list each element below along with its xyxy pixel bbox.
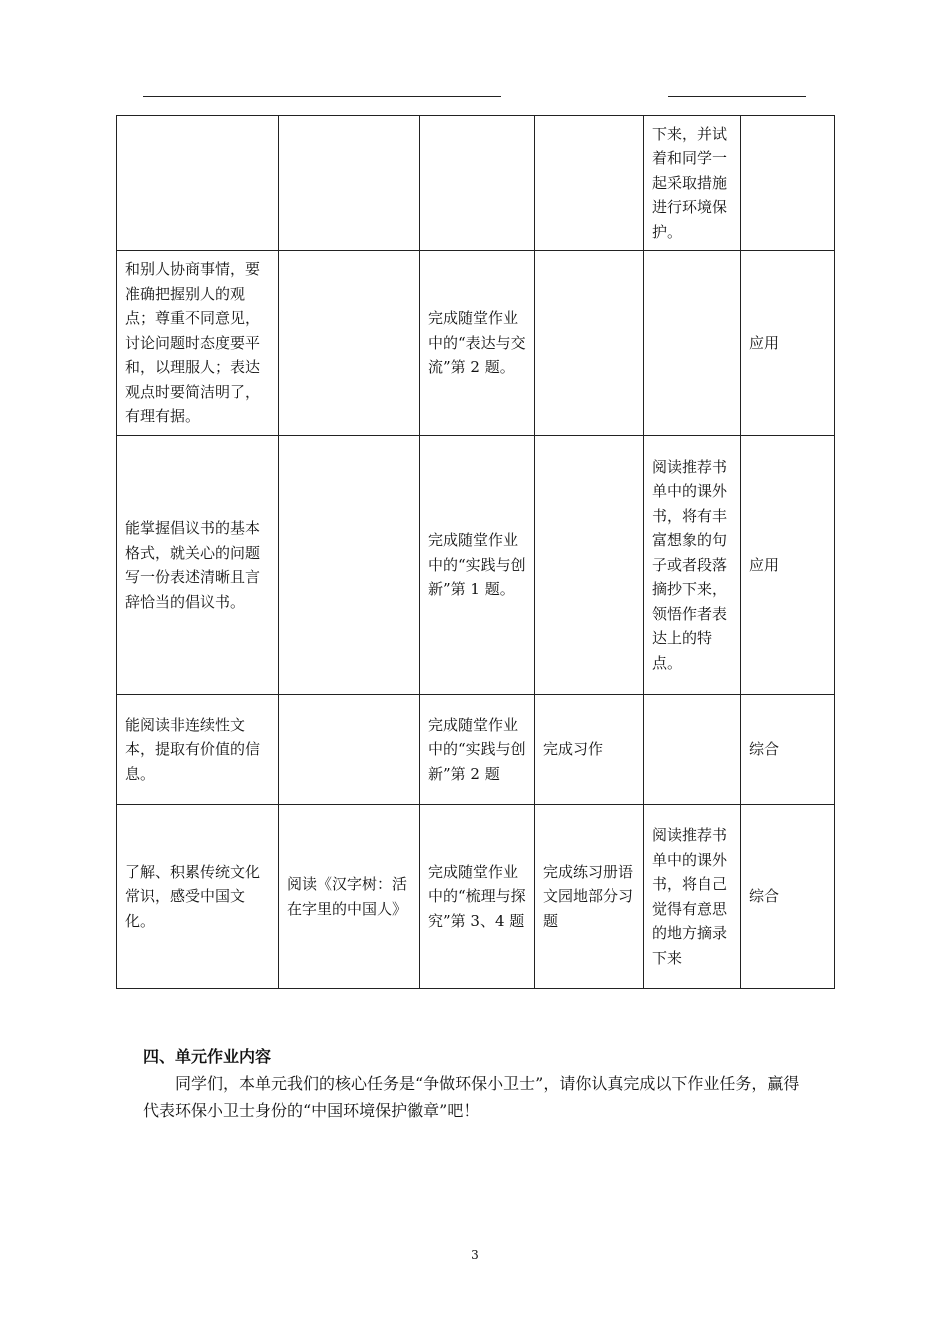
extension-cell: 阅读推荐书单中的课外书，将自己觉得有意思的地方摘录下来 (644, 805, 741, 989)
level-cell: 应用 (741, 436, 835, 695)
in-class-homework-cell: 完成随堂作业中的“梳理与探究”第 3、4 题 (420, 805, 535, 989)
extension-cell: 下来，并试着和同学一起采取措施进行环境保护。 (644, 116, 741, 251)
practice-cell: 完成习作 (535, 695, 644, 805)
practice-cell (535, 436, 644, 695)
extension-cell (644, 251, 741, 436)
reading-cell (279, 436, 420, 695)
table-row (117, 805, 835, 989)
header-rule-right (668, 96, 806, 97)
practice-cell: 完成练习册语文园地部分习题 (535, 805, 644, 989)
objective-cell: 能阅读非连续性文本，提取有价值的信息。 (117, 695, 279, 805)
extension-cell (644, 695, 741, 805)
reading-cell (279, 251, 420, 436)
in-class-homework-cell (420, 116, 535, 251)
practice-cell (535, 251, 644, 436)
section-body: 同学们，本单元我们的核心任务是“争做环保小卫士”，请你认真完成以下作业任务，赢得代表环保小卫士身份的“中国环境保护徽章”吧！ (143, 1074, 800, 1120)
table-row (117, 695, 835, 805)
section-title: 四、单元作业内容 (143, 1047, 272, 1066)
in-class-homework-cell: 完成随堂作业中的“表达与交流”第 2 题。 (420, 251, 535, 436)
page-number: 3 (471, 1248, 479, 1262)
objective-cell: 能掌握倡议书的基本格式，就关心的问题写一份表述清晰且言辞恰当的倡议书。 (117, 436, 279, 695)
extension-cell: 阅读推荐书单中的课外书，将有丰富想象的句子或者段落摘抄下来，领悟作者表达上的特点。 (644, 436, 741, 695)
level-cell: 综合 (741, 805, 835, 989)
level-cell: 应用 (741, 251, 835, 436)
level-cell (741, 116, 835, 251)
table-row (117, 251, 835, 436)
objective-cell (117, 116, 279, 251)
practice-cell (535, 116, 644, 251)
level-cell: 综合 (741, 695, 835, 805)
reading-cell: 阅读《汉字树：活在字里的中国人》 (279, 805, 420, 989)
homework-table (116, 115, 835, 989)
objective-cell: 和别人协商事情，要准确把握别人的观点；尊重不同意见，讨论问题时态度要平和，以理服人；表达观点时要简洁明了，有理有据。 (117, 251, 279, 436)
objective-cell: 了解、积累传统文化常识，感受中国文化。 (117, 805, 279, 989)
in-class-homework-cell: 完成随堂作业中的“实践与创新”第 1 题。 (420, 436, 535, 695)
in-class-homework-cell: 完成随堂作业中的“实践与创新”第 2 题 (420, 695, 535, 805)
reading-cell (279, 695, 420, 805)
header-rule-left (143, 96, 501, 97)
table-row (117, 116, 835, 251)
reading-cell (279, 116, 420, 251)
table-row (117, 436, 835, 695)
